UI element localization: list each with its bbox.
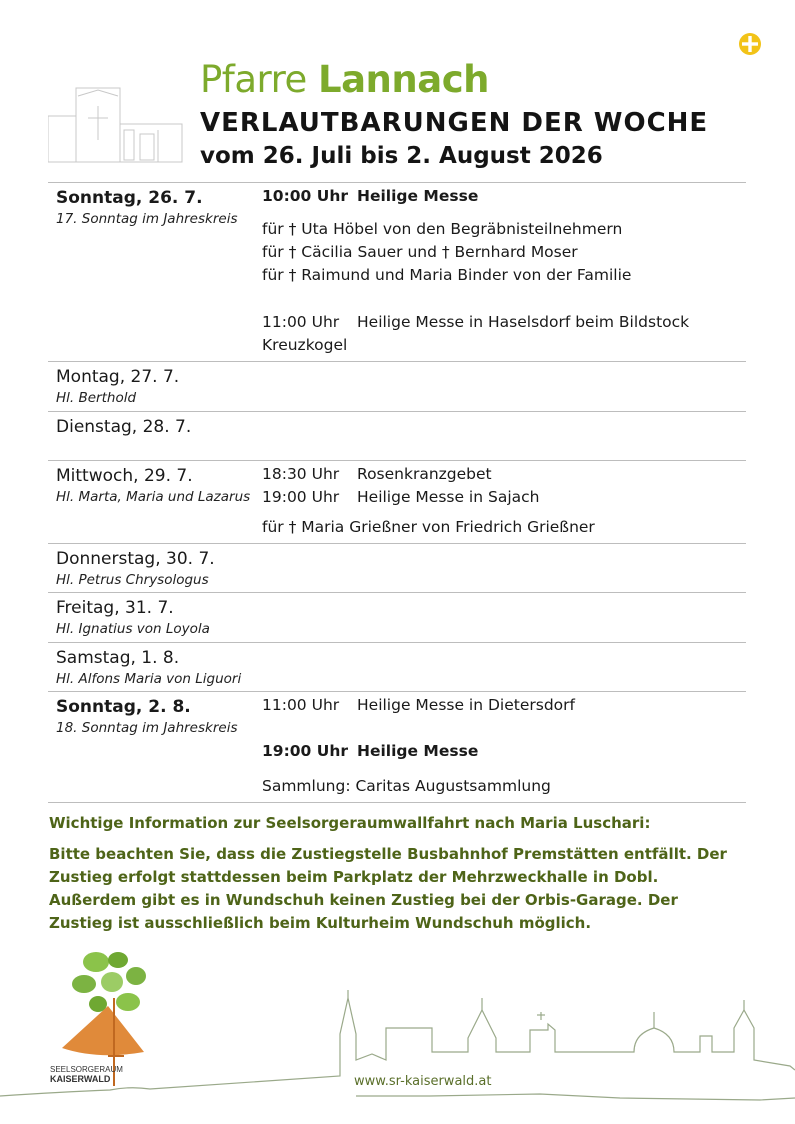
day-label: Donnerstag, 30. 7. [56, 549, 215, 569]
schedule-row [48, 183, 746, 362]
day-label: Sonntag, 26. 7. [56, 188, 203, 208]
intention-note: für † Cäcilia Sauer und † Bernhard Moser [262, 243, 578, 261]
day-label: Samstag, 1. 8. [56, 648, 180, 668]
logo-text-line2: KAISERWALD [50, 1074, 111, 1084]
day-label: Sonntag, 2. 8. [56, 697, 191, 717]
saint-label: Hl. Marta, Maria und Lazarus [56, 489, 251, 505]
event-time: 19:00 Uhr [262, 488, 340, 506]
schedule-row [48, 544, 746, 593]
day-label: Mittwoch, 29. 7. [56, 466, 193, 486]
day-cell [48, 183, 254, 362]
day-cell [48, 461, 254, 544]
saint-label: Hl. Berthold [56, 390, 137, 406]
event-item [262, 740, 746, 763]
schedule-row [48, 412, 746, 461]
event-time: 18:30 Uhr [262, 465, 340, 483]
saint-label: 18. Sonntag im Jahreskreis [56, 720, 238, 736]
day-cell [48, 412, 254, 461]
event-time: 11:00 Uhr [262, 696, 340, 714]
event-item [262, 694, 746, 717]
weekly-schedule-table [48, 182, 746, 803]
event-item [262, 463, 746, 486]
saint-label: Hl. Petrus Chrysologus [56, 572, 209, 588]
diocese-logo-icon [738, 32, 762, 56]
event-item [262, 486, 746, 509]
info-heading: Wichtige Information zur Seelsorgeraumwallfahrt nach Maria Luschari: [49, 814, 651, 832]
schedule-row [48, 362, 746, 412]
important-info [49, 812, 739, 935]
day-cell [48, 544, 254, 593]
day-label: Montag, 27. 7. [56, 367, 180, 387]
event-text: Heilige Messe in Dietersdorf [357, 696, 575, 714]
event-text-continuation: Kreuzkogel [262, 336, 348, 354]
logo-text-line1: SEELSORGERAUM [50, 1065, 123, 1074]
event-time: 11:00 Uhr [262, 313, 340, 331]
info-paragraph: Außerdem gibt es in Wundschuh keinen Zustieg bei der Orbis-Garage. Der Zustieg ist ausschließlich beim Kulturheim Wundschuh möglich. [49, 891, 678, 932]
page-title: VERLAUTBARUNGEN DER WOCHE [200, 108, 709, 138]
church-outline-icon [48, 86, 183, 164]
event-text: Rosenkranzgebet [357, 465, 492, 483]
collection-note: Sammlung: Caritas Augustsammlung [262, 777, 551, 795]
saint-label: 17. Sonntag im Jahreskreis [56, 211, 238, 227]
event-text: Heilige Messe [357, 742, 479, 760]
day-label: Freitag, 31. 7. [56, 598, 174, 618]
event-text: Heilige Messe in Sajach [357, 488, 540, 506]
event-time: 19:00 Uhr [262, 742, 348, 760]
event-text: Heilige Messe in Haselsdorf beim Bildstock [357, 313, 690, 331]
events-cell [254, 183, 746, 362]
date-range: vom 26. Juli bis 2. August 2026 [200, 143, 603, 169]
parish-name [200, 58, 489, 101]
schedule-row [48, 461, 746, 544]
intention-note: für † Maria Grießner von Friedrich Grießner [262, 518, 595, 536]
event-time: 10:00 Uhr [262, 187, 348, 205]
schedule-row [48, 643, 746, 692]
events-cell [254, 461, 746, 544]
parish-name-light: Pfarre [200, 58, 307, 101]
parish-name-bold: Lannach [318, 58, 489, 101]
event-item [262, 311, 746, 334]
website-url: www.sr-kaiserwald.at [354, 1074, 492, 1089]
day-cell [48, 692, 254, 803]
intention-note: für † Raimund und Maria Binder von der Familie [262, 266, 632, 284]
info-paragraph: Bitte beachten Sie, dass die Zustiegstelle Busbahnhof Premstätten entfällt. Der Zustieg erfolgt stattdessen beim Parkplatz der Mehrzweckhalle in Dobl. [49, 845, 727, 886]
events-cell [254, 692, 746, 803]
saint-label: Hl. Alfons Maria von Liguori [56, 671, 242, 687]
day-cell [48, 593, 254, 643]
event-item [262, 185, 746, 208]
schedule-row [48, 692, 746, 803]
saint-label: Hl. Ignatius von Loyola [56, 621, 210, 637]
intention-note: für † Uta Höbel von den Begräbnisteilnehmern [262, 220, 623, 238]
event-text: Heilige Messe [357, 187, 479, 205]
schedule-row [48, 593, 746, 643]
day-cell [48, 362, 254, 412]
day-label: Dienstag, 28. 7. [56, 417, 192, 437]
town-skyline-illustration [0, 990, 795, 1124]
day-cell [48, 643, 254, 692]
